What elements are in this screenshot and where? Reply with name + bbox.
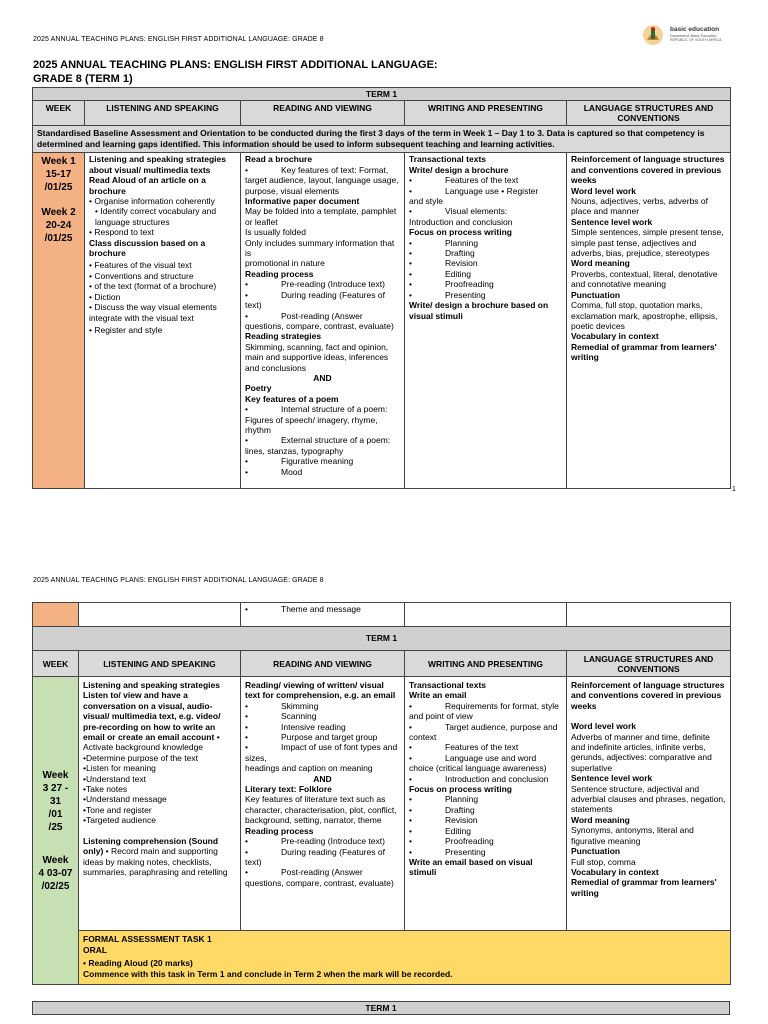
writing-presenting-cell: Transactional texts Write/ design a brochure • Features of the text • Language use • Register and style • Visual elements: Introduction and conclusion Focus on process writing • Planning • Drafting • Revision • Editing • Proofreading • Presenting Write/ design a brochure based on visual stimuli	[405, 153, 567, 489]
reading-viewing-cell-continued: • Theme and message	[241, 603, 405, 627]
week-cell: Week 3 27 - 31 /01 /25 Week 4 03-07 /02/25	[33, 677, 79, 985]
week-cell-continued	[33, 603, 79, 627]
listening-speaking-cell-continued	[79, 603, 241, 627]
header-reading: READING AND VIEWING	[241, 651, 405, 677]
writing-presenting-cell: Transactional texts Write an email • Requirements for format, style and point of view • Target audience, purpose and context • Features of the text • Language use and word choice (critical language awareness) • Introduction and conclusion Focus on process writing • Planning • Drafting • Revision • Editing • Proofreading • Presenting Write an email based on visual stimuli	[405, 677, 567, 931]
formal-assessment-box: FORMAL ASSESSMENT TASK 1 ORAL • Reading Aloud (20 marks) Commence with this task in Term 1 and conclude in Term 2 when the mark will be recorded.	[79, 931, 731, 985]
header-listening: LISTENING AND SPEAKING	[79, 651, 241, 677]
running-header: 2025 ANNUAL TEACHING PLANS: ENGLISH FIRST ADDITIONAL LANGUAGE: GRADE 8	[33, 577, 324, 584]
listening-speaking-cell: Listening and speaking strategies Listen to/ view and have a conversation on a visual, audio-visual/ multimedia text, e.g. video/ pre-recording on how to write an email or create an email account • Activate background knowledge •Determine purpose of the text •Listen for meaning •Understand text •Take notes •Understand message •Tone and register •Targeted audience Listening comprehension (Sound only) • Record main and supporting ideas by making notes, checklists, summaries, paraphrasing and retelling	[79, 677, 241, 931]
header-listening: LISTENING AND SPEAKING	[85, 101, 241, 126]
language-structures-cell: Reinforcement of language structures and conventions covered in previous weeks Word level work Nouns, adjectives, verbs, adverbs of place and manner Sentence level work Simple sentences, simple present tense, simple past tense, adjectives and adverbs, bias, prejudice, stereotypes Word meaning Proverbs, contextual, literal, denotative and connotative meaning Punctuation Comma, full stop, quotation marks, exclamation mark, apostrophe, ellipsis, poetic devices Vocabulary in context Remedial of grammar from learners' writing	[567, 153, 731, 489]
term-label: TERM 1	[33, 1002, 730, 1015]
term-label: TERM 1	[33, 627, 731, 651]
running-header: 2025 ANNUAL TEACHING PLANS: ENGLISH FIRST ADDITIONAL LANGUAGE: GRADE 8	[33, 36, 324, 43]
week-cell: Week 1 15-17 /01/25 Week 2 20-24 /01/25	[33, 153, 85, 489]
language-structures-cell-continued	[567, 603, 731, 627]
listening-speaking-cell: Listening and speaking strategies about visual/ multimedia texts Read Aloud of an article on a brochure • Organise information coherently • Identify correct vocabulary and language structures • Respond to text Class discussion based on a brochure • Features of the visual text • Conventions and structure • of the text (format of a brochure) • Diction • Discuss the way visual elements integrate with the visual text • Register and style	[85, 153, 241, 489]
dbe-logo	[642, 24, 738, 46]
header-reading: READING AND VIEWING	[241, 101, 405, 126]
baseline-note: Standardised Baseline Assessment and Orientation to be conducted during the first 3 days of the term in Week 1 – Day 1 to 3. Data is captured so that competency is determined and learning gaps identified. This information should be used to inform subsequent teaching and learning activities.	[33, 126, 731, 153]
term1-table-page2	[32, 602, 731, 985]
page-number: 1	[732, 486, 736, 493]
header-week: WEEK	[33, 651, 79, 677]
header-writing: WRITING AND PRESENTING	[405, 101, 567, 126]
term-label: TERM 1	[33, 88, 731, 101]
header-week: WEEK	[33, 101, 85, 126]
header-writing: WRITING AND PRESENTING	[405, 651, 567, 677]
logo-subtext: Department: Basic Education REPUBLIC OF SOUTH AFRICA	[670, 34, 722, 42]
header-language: LANGUAGE STRUCTURES AND CONVENTIONS	[567, 651, 731, 677]
language-structures-cell: Reinforcement of language structures and conventions covered in previous weeks Word level work Adverbs of manner and time, definite and indefinite articles, infinite verbs, gerunds, adjectives: comparative and superlative Sentence level work Sentence structure, adjectival and adverbial clauses and phrases, negation, statements Word meaning Synonyms, antonyms, literal and figurative meaning Punctuation Full stop, comma Vocabulary in context Remedial of grammar from learners' writing	[567, 677, 731, 931]
logo-title: basic education	[670, 26, 720, 33]
header-language: LANGUAGE STRUCTURES AND CONVENTIONS	[567, 101, 731, 126]
term1-table-next	[32, 1001, 730, 1015]
document-title: 2025 ANNUAL TEACHING PLANS: ENGLISH FIRST ADDITIONAL LANGUAGE: GRADE 8 (TERM 1)	[33, 59, 438, 85]
reading-viewing-cell: Reading/ viewing of written/ visual text for comprehension, e.g. an email • Skimming • Scanning • Intensive reading • Purpose and target group • Impact of use of font types and sizes, headings and caption on meaning AND Literary text: Folklore Key features of literature text such as character, characterisation, plot, conflict, background, setting, narrator, theme Reading process • Pre-reading (Introduce text) • During reading (Features of text) • Post-reading (Answer questions, compare, contrast, evaluate)	[241, 677, 405, 931]
reading-viewing-cell: Read a brochure • Key features of text: Format, target audience, layout, language usage, purpose, visual elements Informative paper document May be folded into a template, pamphlet or leaflet Is usually folded Only includes summary information that is promotional in nature Reading process • Pre-reading (Introduce text) • During reading (Features of text) • Post-reading (Answer questions, compare, contrast, evaluate) Reading strategies Skimming, scanning, fact and opinion, main and supportive ideas, inferences and conclusions AND Poetry Key features of a poem • Internal structure of a poem: Figures of speech/ imagery, rhyme, rhythm • External structure of a poem: lines, stanzas, typography • Figurative meaning • Mood	[241, 153, 405, 489]
term1-table-page1	[32, 87, 731, 489]
writing-presenting-cell-continued	[405, 603, 567, 627]
coat-of-arms-icon	[642, 24, 664, 46]
